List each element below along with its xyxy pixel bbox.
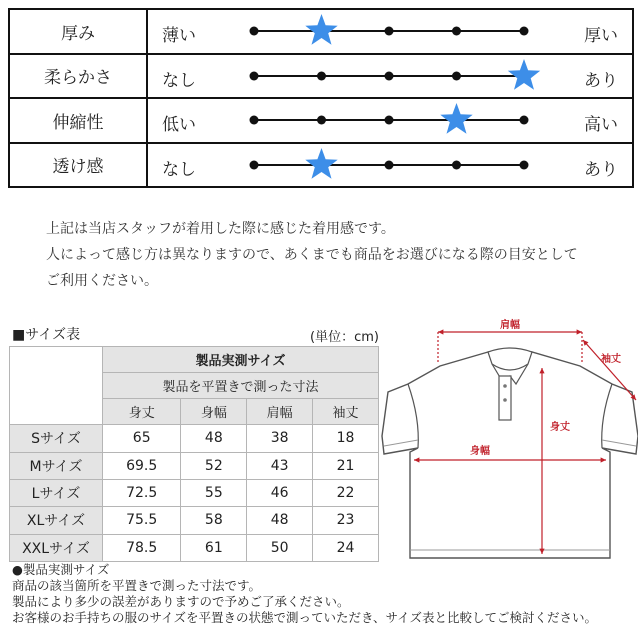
feel-table xyxy=(8,8,634,188)
size-row-label: Lサイズ xyxy=(10,479,103,506)
scale-dot xyxy=(385,71,394,80)
placket xyxy=(499,376,511,420)
size-table xyxy=(9,346,379,562)
scale-low-label: なし xyxy=(162,159,196,180)
level-star-icon xyxy=(440,103,472,134)
scale-dot xyxy=(317,116,326,125)
size-column-header: 身丈 xyxy=(103,399,181,425)
size-cell: 23 xyxy=(313,507,379,534)
size-cell: 75.5 xyxy=(103,507,181,534)
note-line-3: ご利用ください。 xyxy=(46,273,158,289)
size-row xyxy=(10,425,379,452)
footnote-line-1: ●製品実測サイズ xyxy=(12,562,110,577)
scale-dot xyxy=(385,27,394,36)
size-cell: 50 xyxy=(247,534,313,561)
scale-dot xyxy=(385,160,394,169)
size-column-header: 肩幅 xyxy=(247,399,313,425)
feel-row xyxy=(9,98,633,143)
shoulder-label: 肩幅 xyxy=(500,320,520,331)
scale-dot xyxy=(520,27,529,36)
feel-scale xyxy=(147,143,633,188)
size-header-main: 製品実測サイズ xyxy=(103,347,379,373)
scale-high-label: 厚い xyxy=(584,26,618,46)
level-star-icon xyxy=(305,148,337,179)
scale-high-label: あり xyxy=(584,70,618,91)
feel-scale xyxy=(147,98,633,143)
size-cell: 72.5 xyxy=(103,479,181,506)
footnote-line-2: 商品の該当箇所を平置きで測った寸法です。 xyxy=(12,578,262,593)
size-row xyxy=(10,534,379,561)
note-line-1: 上記は当店スタッフが着用した際に感じた着用感です。 xyxy=(46,221,395,237)
feel-label: 伸縮性 xyxy=(9,98,147,143)
size-cell: 65 xyxy=(103,425,181,452)
note-line-2: 人によって感じ方は異なりますので、あくまでも商品をお選びになる際の目安として xyxy=(46,247,578,263)
scale-dot xyxy=(250,160,259,169)
polo-shirt-diagram xyxy=(380,318,638,566)
size-cell: 61 xyxy=(181,534,247,561)
arrowhead xyxy=(438,329,443,334)
scale-dot xyxy=(317,71,326,80)
footnote xyxy=(12,562,638,626)
size-cell: 43 xyxy=(247,452,313,479)
sleeve-label: 袖丈 xyxy=(601,354,621,365)
level-star-icon xyxy=(305,14,337,45)
size-cell: 18 xyxy=(313,425,379,452)
size-cell: 48 xyxy=(181,425,247,452)
footnote-line-3: 製品により多少の誤差がありますので予めご了承ください。 xyxy=(12,594,350,609)
scale-dot xyxy=(520,116,529,125)
scale-low-label: なし xyxy=(162,70,196,91)
size-row xyxy=(10,452,379,479)
level-star-icon xyxy=(508,59,540,90)
size-table-title: ■サイズ表 xyxy=(12,327,81,343)
size-cell: 52 xyxy=(181,452,247,479)
size-cell: 58 xyxy=(181,507,247,534)
size-column-header: 袖丈 xyxy=(313,399,379,425)
scale-track xyxy=(240,144,540,186)
feel-row xyxy=(9,54,633,99)
size-unit: (単位：cm) xyxy=(310,330,379,345)
width-label: 身幅 xyxy=(470,446,490,457)
footnote-line-4: お客様のお手持ちの服のサイズを平置きの状態で測っていただき、サイズ表と比較してご検討ください。 xyxy=(12,610,598,625)
feel-scale xyxy=(147,9,633,54)
size-cell: 78.5 xyxy=(103,534,181,561)
size-cell: 48 xyxy=(247,507,313,534)
scale-dot xyxy=(452,71,461,80)
size-cell: 22 xyxy=(313,479,379,506)
scale-dot xyxy=(385,116,394,125)
scale-dot xyxy=(250,27,259,36)
feel-scale xyxy=(147,54,633,99)
size-row-label: Sサイズ xyxy=(10,425,103,452)
length-label: 身丈 xyxy=(550,422,570,433)
scale-dot xyxy=(250,71,259,80)
scale-track xyxy=(240,55,540,97)
size-cell: 69.5 xyxy=(103,452,181,479)
scale-dot xyxy=(250,116,259,125)
size-cell: 24 xyxy=(313,534,379,561)
size-row xyxy=(10,507,379,534)
feel-row xyxy=(9,9,633,54)
feel-label: 透け感 xyxy=(9,143,147,188)
size-header-sub: 製品を平置きで測った寸法 xyxy=(103,373,379,399)
size-cell: 21 xyxy=(313,452,379,479)
scale-dot xyxy=(452,160,461,169)
scale-high-label: あり xyxy=(584,159,618,180)
scale-dot xyxy=(452,27,461,36)
size-cell: 55 xyxy=(181,479,247,506)
feel-label: 厚み xyxy=(9,9,147,54)
size-row-label: XXLサイズ xyxy=(10,534,103,561)
scale-high-label: 高い xyxy=(584,115,618,135)
size-row-label: Mサイズ xyxy=(10,452,103,479)
scale-low-label: 低い xyxy=(162,115,196,135)
arrowhead xyxy=(577,329,582,334)
size-cell: 38 xyxy=(247,425,313,452)
scale-dot xyxy=(520,160,529,169)
scale-track xyxy=(240,99,540,141)
feel-row xyxy=(9,143,633,188)
size-table-corner xyxy=(10,347,103,425)
size-cell: 46 xyxy=(247,479,313,506)
size-column-header: 身幅 xyxy=(181,399,247,425)
size-row xyxy=(10,479,379,506)
scale-low-label: 薄い xyxy=(162,26,196,46)
scale-track xyxy=(240,10,540,52)
size-row-label: XLサイズ xyxy=(10,507,103,534)
feel-label: 柔らかさ xyxy=(9,54,147,99)
feel-note xyxy=(46,216,626,294)
